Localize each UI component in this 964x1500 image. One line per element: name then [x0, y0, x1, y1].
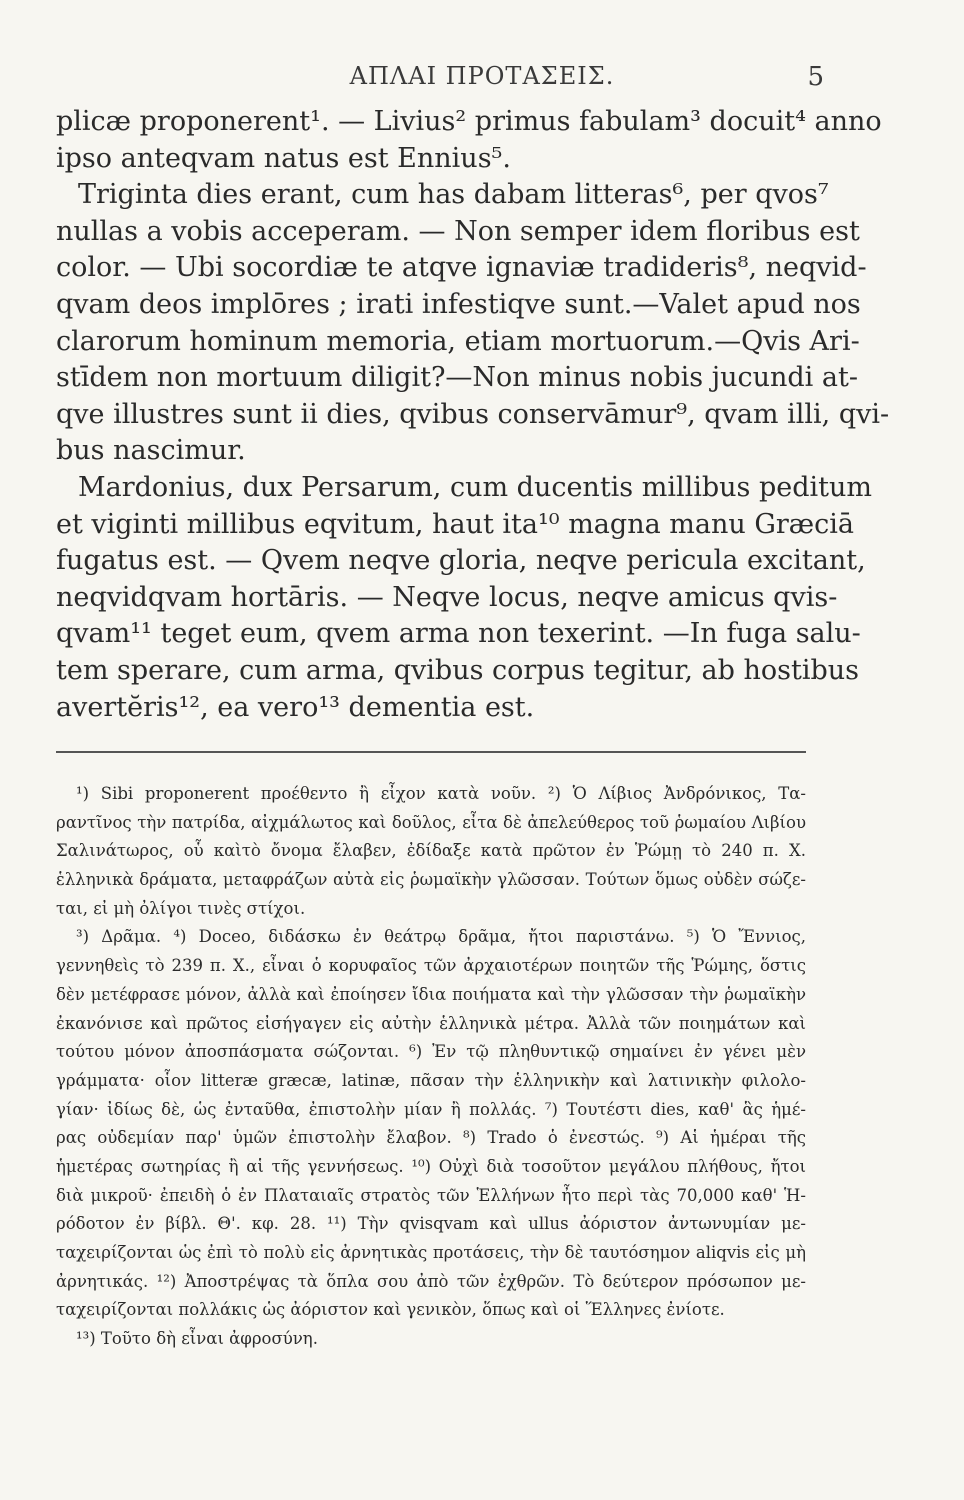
text-line: neqvidqvam hortāris. — Neqve locus, neqve amicus qvis-: [56, 581, 838, 613]
footnote-divider: [56, 751, 806, 753]
text-line: et viginti millibus eqvitum, haut ita¹⁰ magna manu Græciā: [56, 508, 855, 540]
text-line: ipso anteqvam natus est Ennius⁵.: [56, 142, 511, 174]
page-header: [0, 62, 964, 98]
footnote-line: ταχειρίζονται πολλάκις ὡς ἀόριστον καὶ γενικὸν, ὅπως καὶ οἱ Ἕλληνες ἐνίοτε.: [56, 1300, 725, 1320]
footnote-line: ἑλληνικὰ δράματα, μεταφράζων αὐτὰ εἰς ῥωμαϊκὴν γλῶσσαν. Τούτων ὅμως οὐδὲν σώζε-: [56, 870, 806, 890]
footnote-line: ρας οὐδεμίαν παρ' ὑμῶν ἐπιστολὴν ἔλαβον. ⁸) Trado ὁ ἐνεστώς. ⁹) Αἱ ἡμέραι τῆς: [56, 1128, 806, 1148]
running-title: ΑΠΛΑΙ ΠΡΟΤΑΣΕΙΣ.: [349, 62, 615, 90]
footnote-line: ταχειρίζονται ὡς ἐπὶ τὸ πολὺ εἰς ἀρνητικὰς προτάσεις, τὴν δὲ ταυτόσημον aliqvis εἰς μὴ: [56, 1243, 806, 1262]
text-line: bus nascimur.: [56, 435, 246, 467]
footnote-line: γίαν· ἰδίως δὲ, ὡς ἐνταῦθα, ἐπιστολὴν μίαν ἢ πολλάς. ⁷) Τουτέστι dies, καθ' ἃς ἡμέ-: [56, 1099, 806, 1119]
footnote-line: τούτου μόνον ἀποσπάσματα σώζονται. ⁶) Ἐν τῷ πληθυντικῷ σημαίνει ἐν γένει μὲν: [56, 1042, 806, 1062]
footnote-line: ἀρνητικάς. ¹²) Ἀποστρέψας τὰ ὅπλα σου ἀπὸ τῶν ἐχθρῶν. Τὸ δεύτερον πρόσωπον με-: [56, 1271, 806, 1291]
footnote-line: ἐκανόνισε καὶ πρῶτος εἰσήγαγεν εἰς αὐτὴν ἑλληνικὰ μέτρα. Ἀλλὰ τῶν ποιημάτων καὶ: [56, 1013, 806, 1033]
text-line: clarorum hominum memoria, etiam mortuorum.—Qvis Ari-: [56, 325, 860, 357]
footnote-line: ¹³) Τοῦτο δὴ εἶναι ἀφροσύνη.: [76, 1329, 318, 1349]
footnotes: [56, 780, 806, 1354]
main-text: [56, 104, 890, 726]
footnote-line: γράμματα· οἷον litteræ græcæ, latinæ, πᾶσαν τὴν ἑλληνικὴν καὶ λατινικὴν φιλολο-: [56, 1070, 806, 1090]
text-line: Mardonius, dux Persarum, cum ducentis millibus peditum: [78, 471, 873, 503]
footnote-line: ται, εἰ μὴ ὀλίγοι τινὲς στίχοι.: [56, 898, 306, 918]
footnote-line: Σαλινάτωρος, οὗ καὶτὸ ὄνομα ἔλαβεν, ἐδίδαξε κατὰ πρῶτον ἐν Ῥώμῃ τὸ 240 π. Χ.: [56, 841, 806, 861]
text-line: nullas a vobis acceperam. — Non semper idem floribus est: [56, 215, 860, 247]
text-line: qvam deos implōres ; irati infestiqve sunt.—Valet apud nos: [56, 288, 861, 320]
page-number: 5: [807, 62, 824, 92]
footnote-line: ³) Δρᾶμα. ⁴) Doceo, διδάσκω ἐν θεάτρῳ δρᾶμα, ἤτοι παριστάνω. ⁵) Ὁ Ἔννιος,: [76, 927, 806, 947]
footnote-line: ρόδοτον ἐν βίβλ. Θ'. κφ. 28. ¹¹) Τὴν qvisqvam καὶ ullus ἀόριστον ἀντωνυμίαν με-: [56, 1214, 806, 1234]
text-line: qve illustres sunt ii dies, qvibus conservāmur⁹, qvam illi, qvi-: [56, 398, 890, 430]
footnote-line: δὲν μετέφρασε μόνον, ἀλλὰ καὶ ἐποίησεν ἴδια ποιήματα καὶ τὴν γλῶσσαν τὴν ῥωμαϊκὴν: [56, 984, 806, 1004]
footnote-line: ἡμετέρας σωτηρίας ἢ αἱ τῆς γεννήσεως. ¹⁰) Οὐχὶ διὰ τοσοῦτον μεγάλου πλήθους, ἤτοι: [56, 1156, 806, 1176]
text-line: avertĕris¹², ea vero¹³ dementia est.: [56, 691, 535, 723]
text-line: plicæ proponerent¹. — Livius² primus fabulam³ docuit⁴ anno: [56, 106, 882, 137]
footnote-line: ραντῖνος τὴν πατρίδα, αἰχμάλωτος καὶ δοῦλος, εἶτα δὲ ἀπελεύθερος τοῦ ῥωμαίου Λιβίου: [56, 812, 806, 832]
footnote-line: διὰ μικροῦ· ἐπειδὴ ὁ ἐν Πλαταιαῖς στρατὸς τῶν Ἑλλήνων ἦτο περὶ τὰς 70,000 καθ' Ἡ-: [56, 1185, 806, 1205]
text-line: color. — Ubi socordiæ te atqve ignaviæ tradideris⁸, neqvid-: [56, 252, 867, 284]
text-line: Triginta dies erant, cum has dabam litteras⁶, per qvos⁷: [78, 179, 829, 211]
footnote-line: γεννηθεὶς τὸ 239 π. Χ., εἶναι ὁ κορυφαῖος τῶν ἀρχαιοτέρων ποιητῶν τῆς Ῥώμης, ὅστις: [56, 956, 806, 976]
footnote-line: ¹) Sibi proponerent προέθεντο ἢ εἶχον κατὰ νοῦν. ²) Ὁ Λίβιος Ἀνδρόνικος, Τα-: [76, 784, 806, 803]
text-line: tem sperare, cum arma, qvibus corpus tegitur, ab hostibus: [56, 654, 859, 686]
text-line: fugatus est. — Qvem neqve gloria, neqve pericula excitant,: [56, 545, 866, 577]
text-line: qvam¹¹ teget eum, qvem arma non texerint. —In fuga salu-: [56, 618, 861, 650]
text-line: stīdem non mortuum diligit?—Non minus nobis jucundi at-: [56, 362, 858, 394]
